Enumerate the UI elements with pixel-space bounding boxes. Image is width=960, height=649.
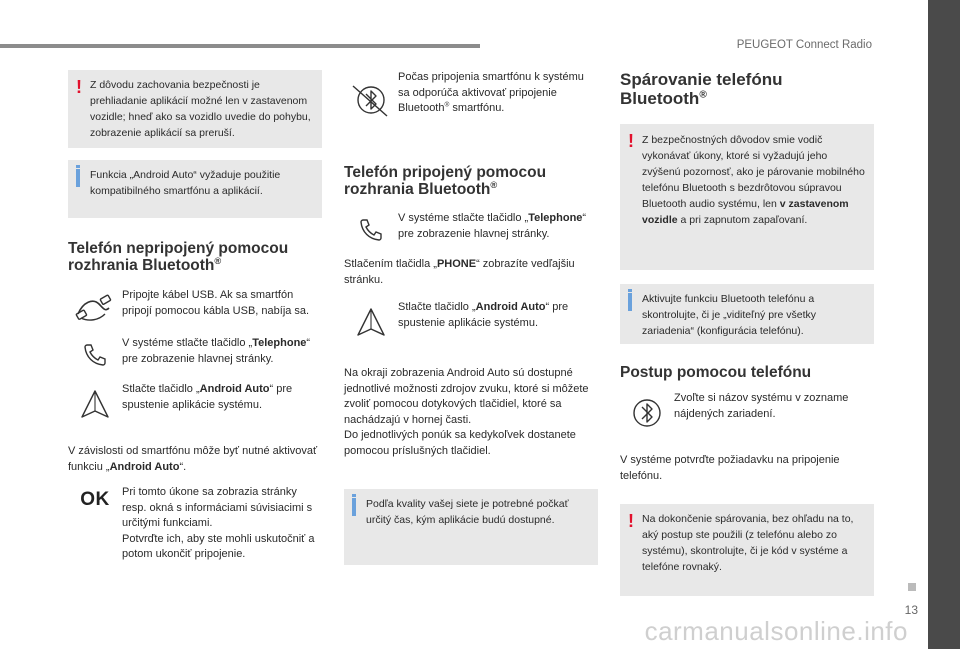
subsection-heading: Postup pomocou telefónu <box>620 364 812 381</box>
step-ok <box>68 485 322 563</box>
paragraph-phone: Stlačením tlačidla „PHONE“ zobrazíte vedľajšiu stránku. <box>344 258 575 286</box>
ok-icon: OK <box>80 489 110 510</box>
watermark: carmanualsonline.info <box>644 616 908 646</box>
header-rule <box>0 44 480 48</box>
usb-cable-icon <box>68 288 122 322</box>
page-sidebar <box>928 0 960 649</box>
info-note-text: Funkcia „Android Auto“ vyžaduje použitie kompatibilného smartfónu a aplikácií. <box>90 169 281 197</box>
bluetooth-recommend-text: Počas pripojenia smartfónu k systému sa odporúča aktivovať pripojenie Bluetooth® smartfónu. <box>398 71 584 114</box>
info-icon <box>76 169 80 187</box>
column-3 <box>620 70 874 596</box>
step-android-auto-text: Stlačte tlačidlo „Android Auto“ pre spustenie aplikácie systému. <box>398 301 569 329</box>
warning-note-text: Z dôvodu zachovania bezpečnosti je prehliadanie aplikácií možné len v zastavenom vozidle; hneď ako sa vozidlo uvedie do pohybu, zobrazenie aplikácií sa preruší. <box>90 79 311 139</box>
info-note <box>68 160 322 218</box>
warning-note <box>620 504 874 596</box>
step-ok-text: Pri tomto úkone sa zobrazia stránky resp. okná s informáciami súvisiacimi s určitými funkciami. Potvrďte ich, aby ste mohli uskutočniť a potom ukončiť pripojenie. <box>122 486 315 560</box>
header-title: PEUGEOT Connect Radio <box>736 39 872 51</box>
section-heading: Telefón nepripojený pomocou rozhrania Bluetooth® <box>68 240 289 274</box>
info-icon <box>352 498 356 516</box>
warning-exclamation-icon: ! <box>628 131 634 151</box>
warning-note-text: Z bezpečnostných dôvodov smie vodič vykonávať úkony, ktoré si vyžadujú jeho zvýšenú pozornosť, ako je párovanie mobilného telefónu Bluetooth s bezdrôtovou súpravou Bluetooth audio systému, len v zastavenom vozidle a pri zapnutom zapaľovaní. <box>642 134 865 226</box>
info-note-text: Podľa kvality vašej siete je potrebné počkať určitý čas, kým aplikácie budú dostupné. <box>366 498 569 526</box>
warning-exclamation-icon: ! <box>628 511 634 531</box>
bluetooth-icon <box>620 391 674 431</box>
step-android-auto <box>68 382 322 420</box>
paragraph-android-auto-sources: Na okraji zobrazenia Android Auto sú dostupné jednotlivé možnosti zdrojov zvuku, ktoré si môžete zvoliť pomocou dotykových tlačidiel, ktoré sa nachádzajú v hornej časti. Do jednotlivých ponúk sa kedykoľvek dostanete pomocou príslušných tlačidiel. <box>344 367 589 457</box>
android-auto-icon <box>344 300 398 338</box>
step-select-system-text: Zvoľte si názov systému v zozname nájdených zariadení. <box>674 392 849 420</box>
step-telephone <box>68 336 322 368</box>
telephone-handset-icon <box>344 211 398 243</box>
warning-exclamation-icon: ! <box>76 77 82 97</box>
section-title: Spárovanie telefónu Bluetooth® <box>620 70 783 108</box>
info-note <box>344 489 598 565</box>
info-icon <box>628 293 632 311</box>
android-auto-icon <box>68 382 122 420</box>
step-bluetooth-recommend <box>344 70 598 120</box>
paragraph-enable-android-auto: V závislosti od smartfónu môže byť nutné aktivovať funkciu „Android Auto“. <box>68 445 318 473</box>
page-number: 13 <box>904 603 918 617</box>
bluetooth-icon <box>344 70 398 120</box>
step-android-auto <box>344 300 598 338</box>
step-select-system <box>620 391 874 431</box>
step-telephone-text: V systéme stlačte tlačidlo „Telephone“ pre zobrazenie hlavnej stránky. <box>398 212 587 240</box>
warning-note <box>68 70 322 148</box>
step-usb <box>68 288 322 322</box>
paragraph-confirm: V systéme potvrďte požiadavku na pripojenie telefónu. <box>620 454 840 482</box>
page-end-marker <box>908 583 916 591</box>
info-note-text: Aktivujte funkciu Bluetooth telefónu a skontrolujte, či je „viditeľný pre všetky zariadenia“ (konfigurácia telefónu). <box>642 293 817 337</box>
warning-note <box>620 124 874 270</box>
column-1 <box>68 70 322 563</box>
step-android-auto-text: Stlačte tlačidlo „Android Auto“ pre spustenie aplikácie systému. <box>122 383 293 411</box>
column-2 <box>344 70 598 565</box>
warning-note-text: Na dokončenie spárovania, bez ohľadu na to, aký postup ste použili (z telefónu alebo zo systému), skontrolujte, či je kód v systéme a telefóne rovnaký. <box>642 513 854 573</box>
step-usb-text: Pripojte kábel USB. Ak sa smartfón pripojí pomocou kábla USB, nabíja sa. <box>122 289 310 317</box>
step-telephone <box>344 211 598 243</box>
info-note <box>620 284 874 344</box>
step-telephone-text: V systéme stlačte tlačidlo „Telephone“ pre zobrazenie hlavnej stránky. <box>122 337 311 365</box>
telephone-handset-icon <box>68 336 122 368</box>
section-heading: Telefón pripojený pomocou rozhrania Bluetooth® <box>344 164 547 198</box>
